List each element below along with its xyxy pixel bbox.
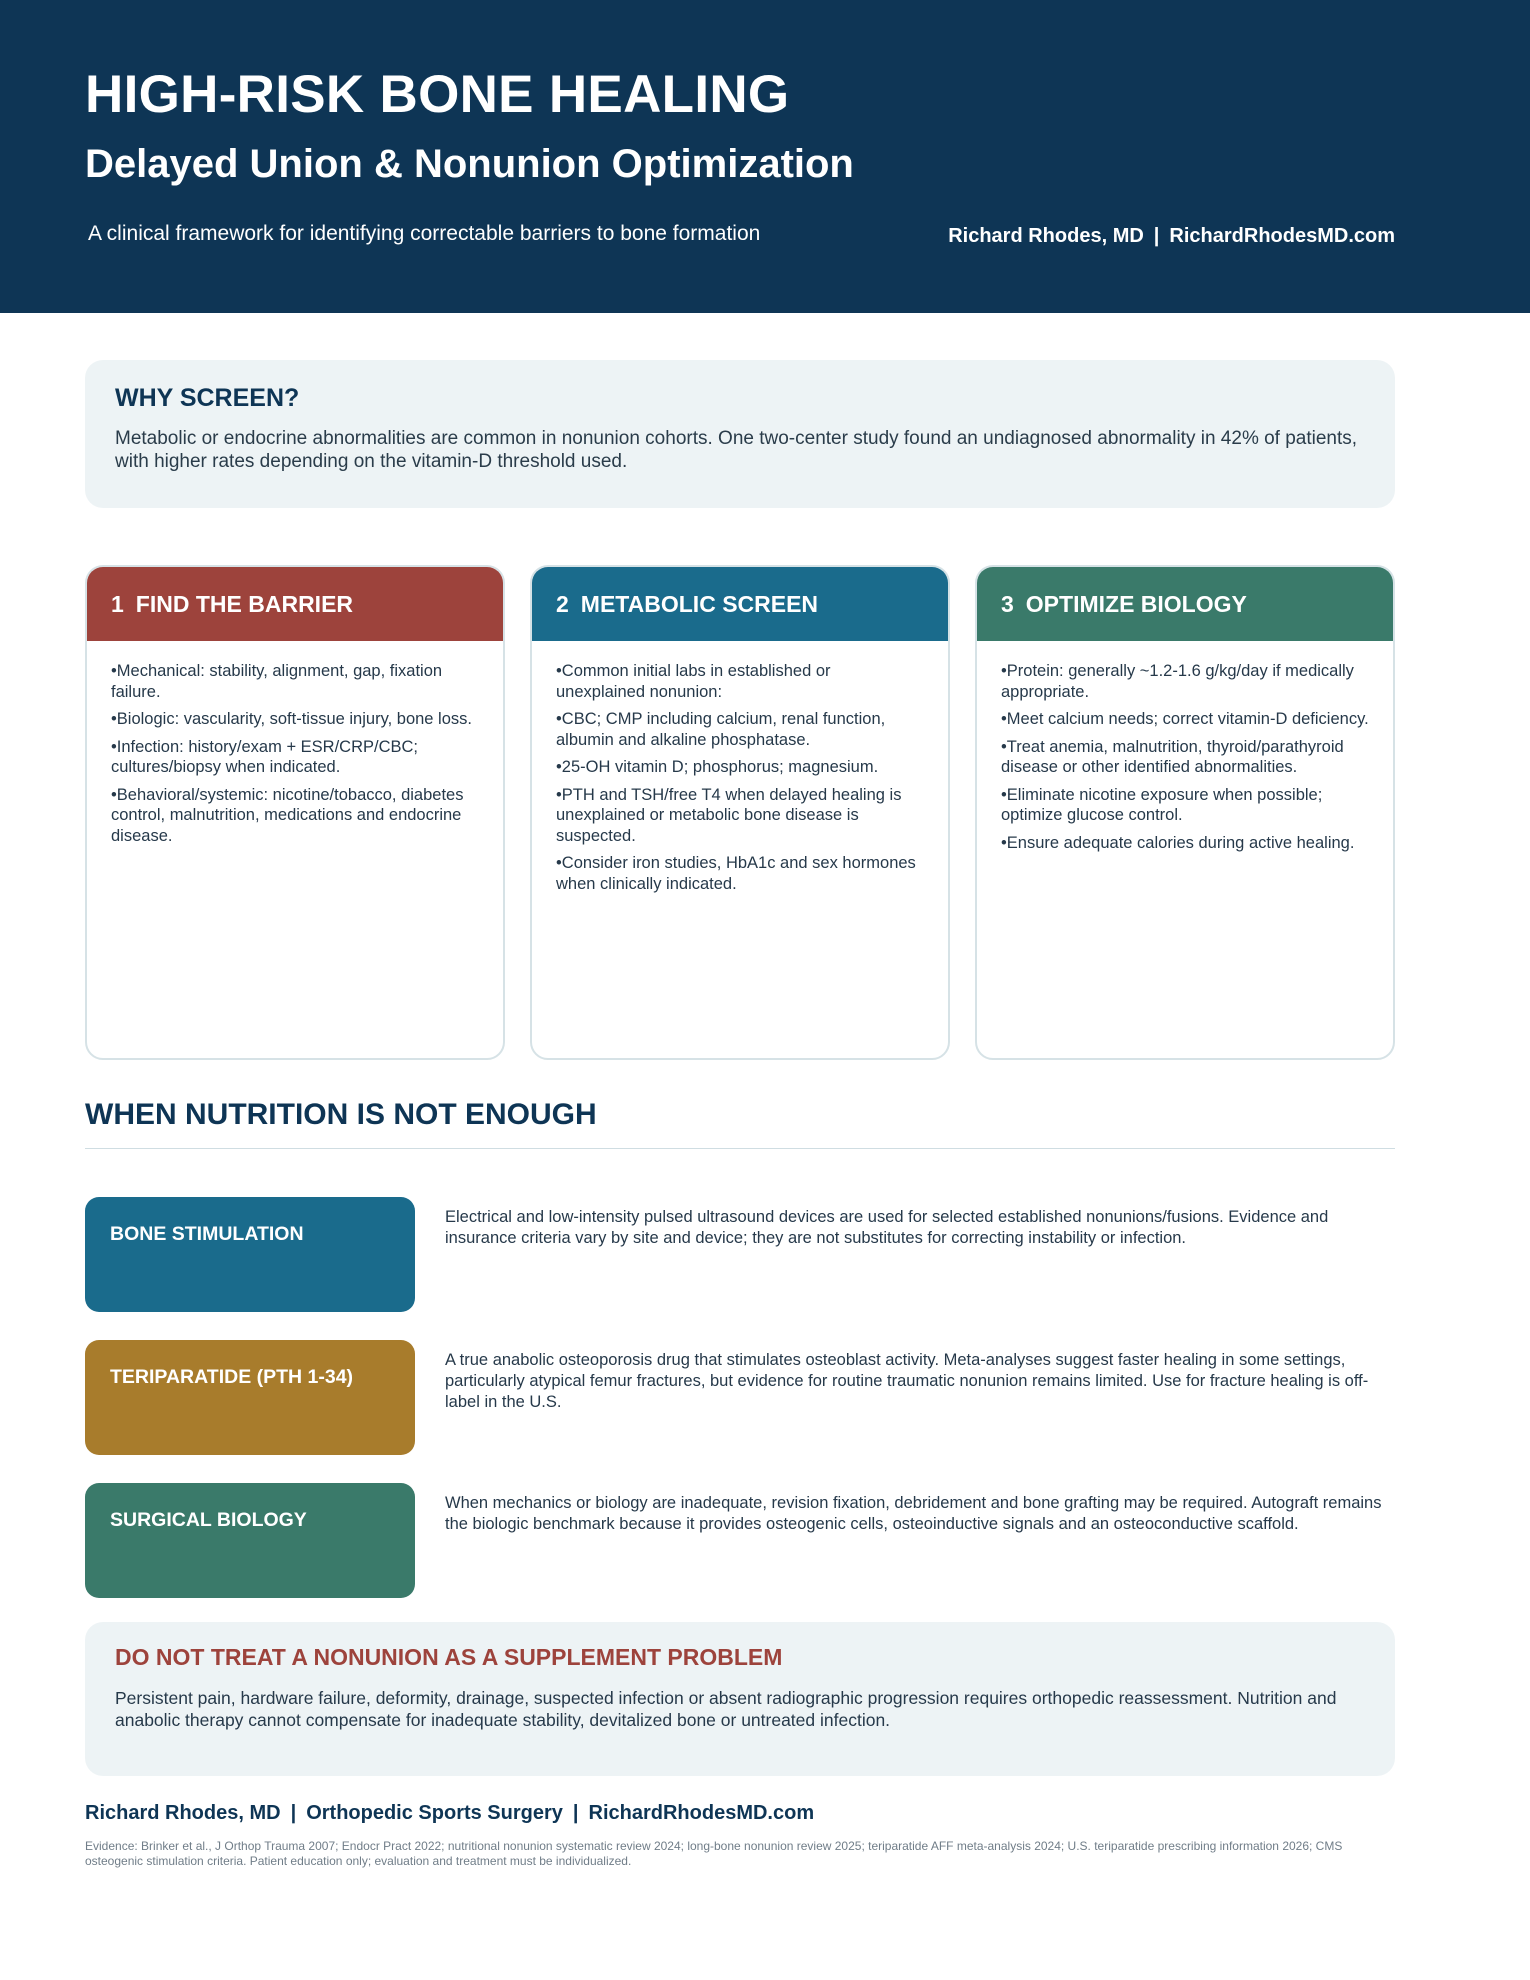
footer-separator: | bbox=[572, 1802, 579, 1824]
header-separator: | bbox=[1153, 225, 1160, 247]
why-screen-heading: WHY SCREEN? bbox=[115, 384, 300, 412]
footer-specialty: Orthopedic Sports Surgery bbox=[306, 1802, 563, 1824]
why-screen-panel bbox=[85, 360, 1395, 508]
footer-byline bbox=[85, 1802, 814, 1825]
header-banner bbox=[0, 0, 1530, 313]
step-list bbox=[532, 641, 948, 894]
list-item: • Consider iron studies, HbA1c and sex hormones when clinically indicated. bbox=[556, 853, 924, 894]
list-item: • Treat anemia, malnutrition, thyroid/parathyroid disease or other identified abnormalities. bbox=[1001, 737, 1369, 778]
footer-author: Richard Rhodes, MD bbox=[85, 1802, 281, 1824]
step-cards bbox=[85, 565, 1395, 1060]
header-website-link[interactable]: RichardRhodesMD.com bbox=[1169, 225, 1395, 247]
step-list bbox=[977, 641, 1393, 853]
header-byline bbox=[948, 225, 1395, 248]
list-item: • Eliminate nicotine exposure when possible; optimize glucose control. bbox=[1001, 785, 1369, 826]
list-item: • 25-OH vitamin D; phosphorus; magnesium. bbox=[556, 757, 924, 778]
step-card-header bbox=[87, 567, 503, 641]
evidence-note: Evidence: Brinker et al., J Orthop Trauma 2007; Endocr Pract 2022; nutritional nonunion systematic review 2024; long-bone nonunion review 2025; teriparatide AFF meta-analysis 2024; U.S. teriparatide prescribing information 2026; CMS osteogenic stimulation criteria. Patient education only; evaluation and treatment must be individualized. bbox=[85, 1839, 1343, 1868]
step-card-metabolic-screen bbox=[530, 565, 950, 1060]
warning-body: Persistent pain, hardware failure, deformity, drainage, suspected infection or absent radiographic progression requires orthopedic reassessment. Nutrition and anabolic therapy cannot compensate for inadequate stability, devitalized bone or untreated infection. bbox=[115, 1688, 1337, 1730]
list-item: • Biologic: vascularity, soft-tissue injury, bone loss. bbox=[111, 709, 479, 730]
list-item: • Mechanical: stability, alignment, gap, fixation failure. bbox=[111, 661, 479, 702]
option-description: When mechanics or biology are inadequate, revision fixation, debridement and bone grafting may be required. Autograft remains the biologic benchmark because it provides osteogenic cells, osteoinductive signals and an osteoconductive scaffold. bbox=[445, 1494, 1382, 1533]
step-list bbox=[87, 641, 503, 846]
step-number: 2 bbox=[556, 591, 569, 617]
section-divider bbox=[85, 1148, 1395, 1149]
option-label-surgical-biology: SURGICAL BIOLOGY bbox=[85, 1483, 415, 1598]
header-author: Richard Rhodes, MD bbox=[948, 225, 1144, 247]
option-row-bone-stimulation bbox=[85, 1197, 1395, 1312]
list-item: • Protein: generally ~1.2-1.6 g/kg/day if medically appropriate. bbox=[1001, 661, 1369, 702]
option-label-teriparatide: TERIPARATIDE (PTH 1-34) bbox=[85, 1340, 415, 1455]
why-screen-body: Metabolic or endocrine abnormalities are common in nonunion cohorts. One two-center study found an undiagnosed abnormality in 42% of patients, with higher rates depending on the vitamin-D threshold used. bbox=[115, 428, 1358, 472]
step-card-header bbox=[977, 567, 1393, 641]
page-subtitle: Delayed Union & Nonunion Optimization bbox=[85, 142, 854, 186]
list-item: • PTH and TSH/free T4 when delayed healing is unexplained or metabolic bone disease is suspected. bbox=[556, 785, 924, 847]
page-title: HIGH-RISK BONE HEALING bbox=[85, 65, 790, 124]
warning-heading: DO NOT TREAT A NONUNION AS A SUPPLEMENT PROBLEM bbox=[115, 1644, 783, 1670]
step-card-optimize-biology bbox=[975, 565, 1395, 1060]
option-row-teriparatide bbox=[85, 1340, 1395, 1455]
list-item: • Meet calcium needs; correct vitamin-D deficiency. bbox=[1001, 709, 1369, 730]
option-description: A true anabolic osteoporosis drug that stimulates osteoblast activity. Meta-analyses suggest faster healing in some settings, particularly atypical femur fractures, but evidence for routine traumatic nonunion remains limited. Use for fracture healing is off-label in the U.S. bbox=[445, 1351, 1369, 1411]
step-number: 1 bbox=[111, 591, 124, 617]
step-title: OPTIMIZE BIOLOGY bbox=[1025, 591, 1247, 617]
step-card-find-barrier bbox=[85, 565, 505, 1060]
step-number: 3 bbox=[1001, 591, 1014, 617]
option-description: Electrical and low-intensity pulsed ultrasound devices are used for selected established nonunions/fusions. Evidence and insurance criteria vary by site and device; they are not substitutes for correcting instability or infection. bbox=[445, 1208, 1329, 1247]
footer-separator: | bbox=[290, 1802, 297, 1824]
option-row-surgical-biology bbox=[85, 1483, 1395, 1598]
tagline: A clinical framework for identifying correctable barriers to bone formation bbox=[88, 222, 761, 245]
list-item: • CBC; CMP including calcium, renal function, albumin and alkaline phosphatase. bbox=[556, 709, 924, 750]
step-card-header bbox=[532, 567, 948, 641]
list-item: • Ensure adequate calories during active healing. bbox=[1001, 833, 1369, 854]
option-label-bone-stimulation: BONE STIMULATION bbox=[85, 1197, 415, 1312]
step-title: FIND THE BARRIER bbox=[135, 591, 354, 617]
footer-website-link[interactable]: RichardRhodesMD.com bbox=[588, 1802, 815, 1824]
list-item: • Common initial labs in established or unexplained nonunion: bbox=[556, 661, 924, 702]
list-item: • Infection: history/exam + ESR/CRP/CBC; cultures/biopsy when indicated. bbox=[111, 737, 479, 778]
step-title: METABOLIC SCREEN bbox=[580, 591, 819, 617]
list-item: • Behavioral/systemic: nicotine/tobacco, diabetes control, malnutrition, medications and endocrine disease. bbox=[111, 785, 479, 847]
nutrition-section-heading: WHEN NUTRITION IS NOT ENOUGH bbox=[85, 1098, 597, 1131]
warning-panel bbox=[85, 1622, 1395, 1776]
